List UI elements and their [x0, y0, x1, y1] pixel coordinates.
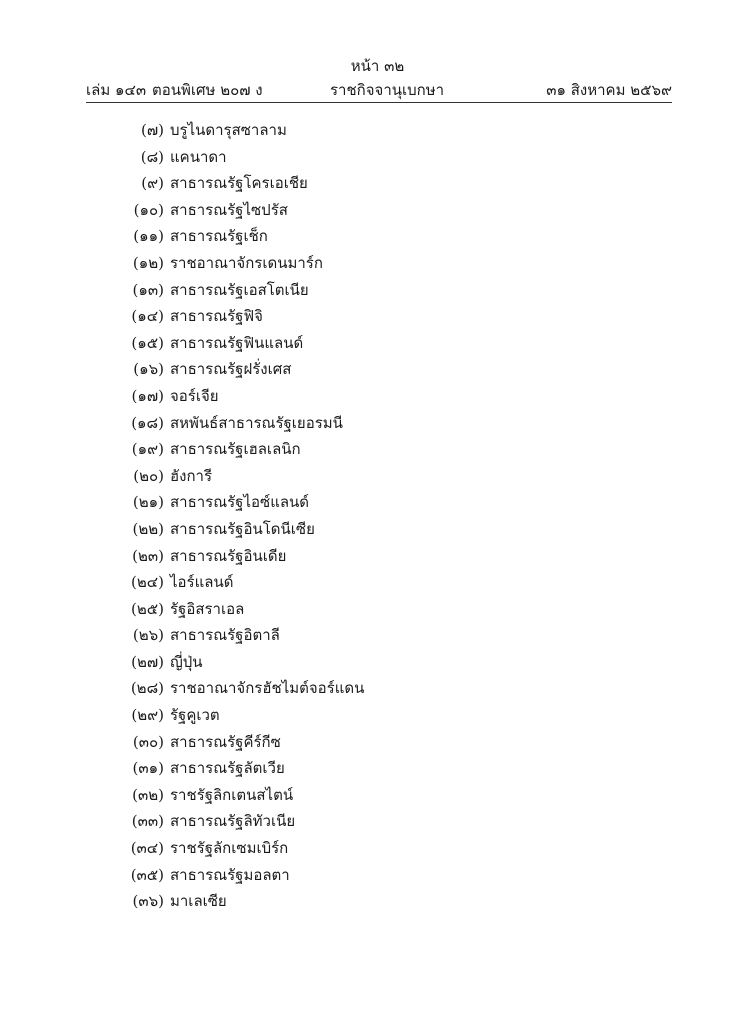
item-number: (๑๓) [132, 280, 164, 299]
item-number: (๙) [141, 174, 164, 193]
list-item [0, 808, 755, 835]
list-item [0, 569, 755, 596]
item-number: (๑๑) [133, 227, 164, 246]
country-name: สาธารณรัฐไอซ์แลนด์ [170, 493, 310, 512]
country-name: ราชรัฐลิกเตนสไตน์ [170, 785, 294, 804]
country-name: สาธารณรัฐไซปรัส [170, 200, 288, 219]
country-name: สาธารณรัฐเฮลเลนิก [170, 440, 301, 459]
item-number: (๒๗) [131, 652, 164, 671]
country-name: สาธารณรัฐลัตเวีย [170, 759, 285, 778]
country-name: สาธารณรัฐเช็ก [170, 227, 268, 246]
list-item [0, 755, 755, 782]
item-number: (๑๙) [131, 440, 164, 459]
list-item [0, 410, 755, 437]
country-name: สาธารณรัฐลิทัวเนีย [170, 812, 296, 831]
item-number: (๓๕) [130, 865, 164, 884]
country-name: รัฐคูเวต [170, 706, 220, 725]
list-item [0, 622, 755, 649]
list-item [0, 675, 755, 702]
item-number: (๓๔) [130, 839, 164, 858]
item-number: (๓๑) [132, 759, 164, 778]
publication-date: ๓๑ สิงหาคม ๒๕๖๙ [546, 81, 672, 99]
page-number: หน้า ๓๒ [350, 57, 405, 75]
item-number: (๒๔) [131, 573, 164, 592]
country-name: สหพันธ์สาธารณรัฐเยอรมนี [170, 413, 343, 432]
country-name: สาธารณรัฐฟิจิ [170, 307, 263, 326]
list-item [0, 835, 755, 862]
list-item [0, 702, 755, 729]
list-item [0, 436, 755, 463]
list-item [0, 782, 755, 809]
list-item [0, 383, 755, 410]
list-item [0, 197, 755, 224]
list-item [0, 543, 755, 570]
gazette-title: ราชกิจจานุเบกษา [330, 81, 445, 99]
item-number: (๑๘) [131, 413, 164, 432]
list-item [0, 303, 755, 330]
country-name: สาธารณรัฐมอลตา [170, 865, 290, 884]
list-item [0, 330, 755, 357]
country-name: สาธารณรัฐคีร์กีซ [170, 732, 281, 751]
country-name: จอร์เจีย [170, 386, 219, 405]
item-number: (๒๐) [133, 466, 164, 485]
item-number: (๒๘) [130, 679, 164, 698]
item-number: (๒๑) [132, 493, 164, 512]
list-item [0, 463, 755, 490]
country-name: สาธารณรัฐอิตาลี [170, 626, 280, 645]
country-name: รัฐอิสราเอล [170, 599, 245, 618]
country-name: สาธารณรัฐฟินแลนด์ [170, 333, 304, 352]
item-number: (๑๕) [131, 333, 164, 352]
item-number: (๒๙) [131, 706, 164, 725]
list-item [0, 516, 755, 543]
list-item [0, 277, 755, 304]
volume-label: เล่ม ๑๔๓ [86, 81, 147, 99]
list-item [0, 649, 755, 676]
country-name: มาเลเซีย [170, 892, 227, 911]
country-name: สาธารณรัฐโครเอเชีย [170, 174, 308, 193]
item-number: (๒๖) [132, 626, 164, 645]
header-divider [86, 102, 672, 103]
running-header [86, 79, 672, 101]
country-name: สาธารณรัฐอินเดีย [170, 546, 287, 565]
list-item [0, 170, 755, 197]
list-item [0, 250, 755, 277]
list-item [0, 596, 755, 623]
item-number: (๒๒) [132, 519, 164, 538]
list-item [0, 888, 755, 915]
item-number: (๑๗) [131, 386, 164, 405]
country-name: สาธารณรัฐฝรั่งเศส [170, 360, 292, 379]
item-number: (๓๖) [132, 892, 164, 911]
item-number: (๒๓) [132, 546, 164, 565]
list-item [0, 729, 755, 756]
item-number: (๓๒) [132, 785, 164, 804]
item-number: (๒๕) [131, 599, 164, 618]
item-number: (๓๓) [131, 812, 164, 831]
item-number: (๑๔) [131, 307, 164, 326]
country-name: แคนาดา [170, 147, 227, 166]
country-name: ไอร์แลนด์ [170, 573, 234, 592]
item-number: (๘) [140, 147, 164, 166]
item-number: (๑๖) [133, 360, 164, 379]
country-name: ราชรัฐลักเซมเบิร์ก [170, 839, 289, 858]
issue-label: ตอนพิเศษ ๒๐๗ ง [152, 81, 263, 99]
country-name: สาธารณรัฐเอสโตเนีย [170, 280, 309, 299]
country-name: ราชอาณาจักรฮัชไมต์จอร์แดน [170, 679, 365, 698]
list-item [0, 489, 755, 516]
country-name: บรูไนดารุสซาลาม [170, 121, 287, 139]
item-number: (๑๒) [132, 253, 164, 272]
item-number: (๓๐) [132, 732, 164, 751]
item-number: (๑๐) [133, 200, 164, 219]
list-item [0, 862, 755, 889]
list-item [0, 223, 755, 250]
country-name: ฮังการี [170, 466, 213, 485]
item-number: (๗) [141, 121, 164, 139]
list-item [0, 117, 755, 144]
country-name: ญี่ปุ่น [170, 652, 203, 671]
country-name: สาธารณรัฐอินโดนีเซีย [170, 519, 315, 538]
country-name: ราชอาณาจักรเดนมาร์ก [170, 253, 323, 272]
list-item [0, 144, 755, 171]
country-list [0, 117, 755, 915]
list-item [0, 356, 755, 383]
